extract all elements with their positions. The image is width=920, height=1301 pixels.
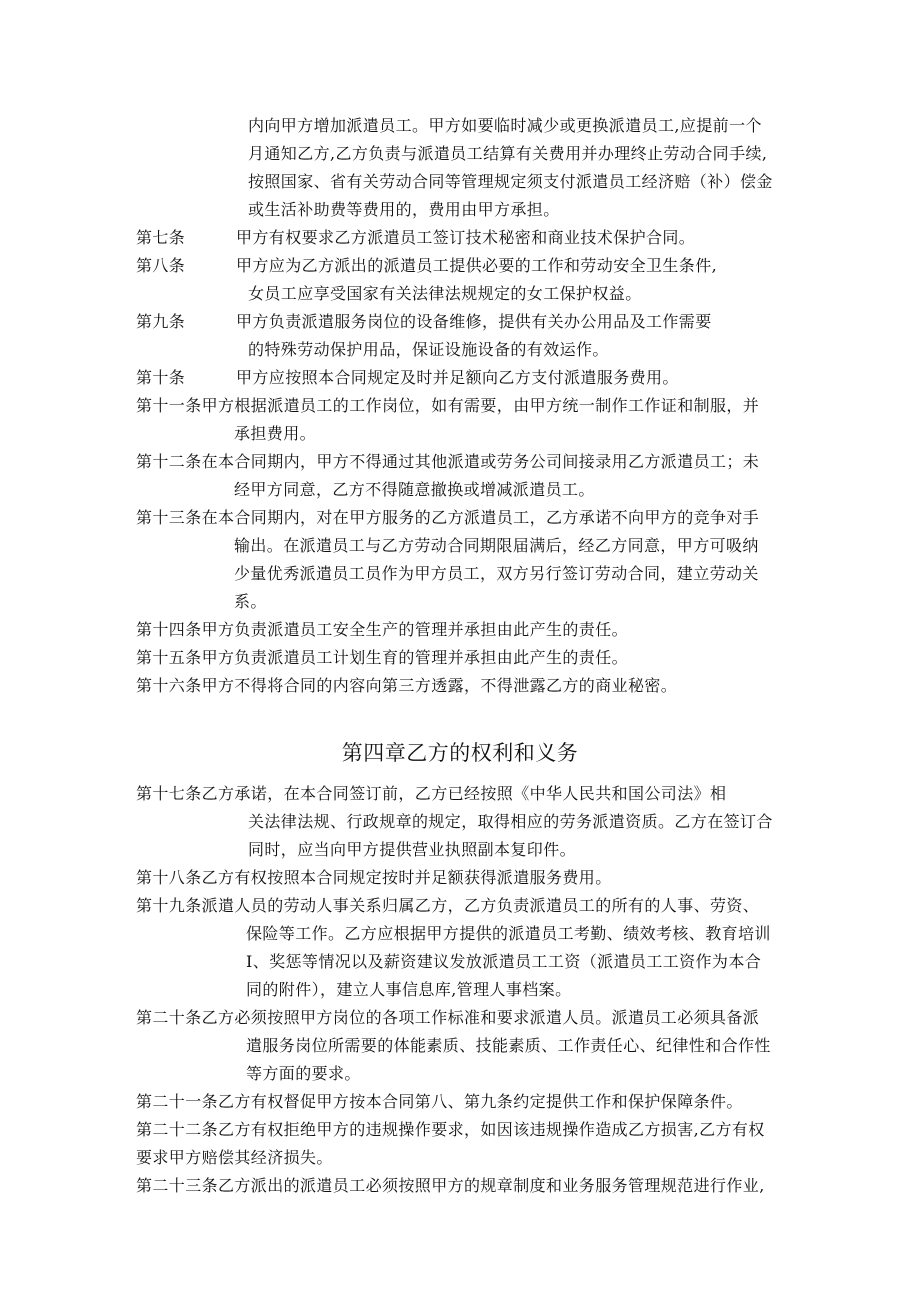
article-23: 第二十三条乙方派出的派遣员工必须按照甲方的规章制度和业务服务管理规范进行作业,: [136, 1176, 765, 1195]
article-text: 甲方应为乙方派出的派遣员工提供必要的工作和劳动安全卫生条件,: [236, 256, 718, 275]
text-line: 少量优秀派遣员工员作为甲方员工，双方另行签订劳动合同，建立劳动关: [234, 564, 759, 583]
text-line: 同的附件），建立人事信息库,管理人事档案。: [246, 980, 572, 999]
article-18: 第十八条乙方有权按照本合同规定按时并足额获得派遣服务费用。: [136, 868, 612, 887]
text-line: 月通知乙方,乙方负责与派遣员工结算有关费用并办理终止劳动合同手续,: [248, 144, 768, 163]
article-15: 第十五条甲方负责派遣员工计划生育的管理并承担由此产生的责任。: [136, 648, 629, 667]
text-line: 女员工应享受国家有关法律法规规定的女工保护权益。: [248, 284, 642, 303]
text-line: 内向甲方增加派遣员工。甲方如要临时减少或更换派遣员工,应提前一个: [248, 116, 762, 135]
text-line: 输出。在派遣员工与乙方劳动合同期限届满后，经乙方同意，甲方可吸纳: [234, 536, 759, 555]
text-line: 按照国家、省有关劳动合同等管理规定须支付派遣员工经济赔（补）偿金: [248, 172, 773, 191]
text-line: 同时，应当向甲方提供营业执照副本复印件。: [248, 840, 577, 859]
article-21: 第二十一条乙方有权督促甲方按本合同第八、第九条约定提供工作和保护保障条件。: [136, 1092, 743, 1111]
article-12: 第十二条在本合同期内，甲方不得通过其他派遣或劳务公司间接录用乙方派遣员工；未: [136, 452, 760, 471]
article-9: [136, 312, 712, 332]
article-16: 第十六条甲方不得将合同的内容向第三方透露，不得泄露乙方的商业秘密。: [136, 676, 678, 695]
text-line: 保险等工作。乙方应根据甲方提供的派遣员工考勤、绩效考核、教育培训: [246, 924, 771, 943]
text-line: 遣服务岗位所需要的体能素质、技能素质、工作责任心、纪律性和合作性: [246, 1036, 771, 1055]
article-text: 甲方应按照本合同规定及时并足额向乙方支付派遣服务费用。: [236, 368, 679, 387]
text-line: I、奖惩等情况以及薪资建议发放派遣员工工资（派遣员工工资作为本合: [246, 952, 762, 971]
text-line: 或生活补助费等费用的，费用由甲方承担。: [248, 200, 560, 219]
article-19: 第十九条派遣人员的劳动人事关系归属乙方，乙方负责派遣员工的所有的人事、劳资、: [136, 896, 760, 915]
article-13: 第十三条在本合同期内，对在甲方服务的乙方派遣员工，乙方承诺不向甲方的竞争对手: [136, 508, 760, 527]
chapter-heading: 第四章乙方的权利和义务: [341, 741, 579, 765]
text-line: 承担费用。: [234, 424, 317, 443]
text-line: 关法律法规、行政规章的规定，取得相应的劳务派遣资质。乙方在签订合: [248, 812, 773, 831]
article-10: [136, 368, 679, 388]
article-8: [136, 256, 717, 276]
article-22: 第二十二条乙方有权拒绝甲方的违规操作要求，如因该违规操作造成乙方损害,乙方有权: [136, 1120, 765, 1139]
article-14: 第十四条甲方负责派遣员工安全生产的管理并承担由此产生的责任。: [136, 620, 629, 639]
article-label: 第九条: [136, 312, 186, 331]
text-line: 等方面的要求。: [246, 1064, 361, 1083]
article-7: [136, 228, 695, 248]
text-line: 经甲方同意，乙方不得随意撤换或增减派遣员工。: [234, 480, 595, 499]
article-text: 甲方有权要求乙方派遣员工签订技术秘密和商业技术保护合同。: [236, 228, 696, 247]
text-line: 系。: [234, 592, 267, 611]
article-17: 第十七条乙方承诺，在本合同签订前，乙方已经按照《中华人民共和国公司法》相: [136, 784, 727, 803]
text-line: 要求甲方赔偿其经济损失。: [136, 1148, 333, 1167]
article-label: 第八条: [136, 256, 186, 275]
article-11: 第十一条甲方根据派遣员工的工作岗位，如有需要，由甲方统一制作工作证和制服，并: [136, 396, 760, 415]
article-20: 第二十条乙方必须按照甲方岗位的各项工作标准和要求派遣人员。派遣员工必须具备派: [136, 1008, 760, 1027]
article-text: 甲方负责派遣服务岗位的设备维修，提供有关办公用品及工作需要: [236, 312, 712, 331]
article-label: 第十条: [136, 368, 186, 387]
text-line: 的特殊劳动保护用品，保证设施设备的有效运作。: [248, 340, 609, 359]
article-label: 第七条: [136, 228, 186, 247]
